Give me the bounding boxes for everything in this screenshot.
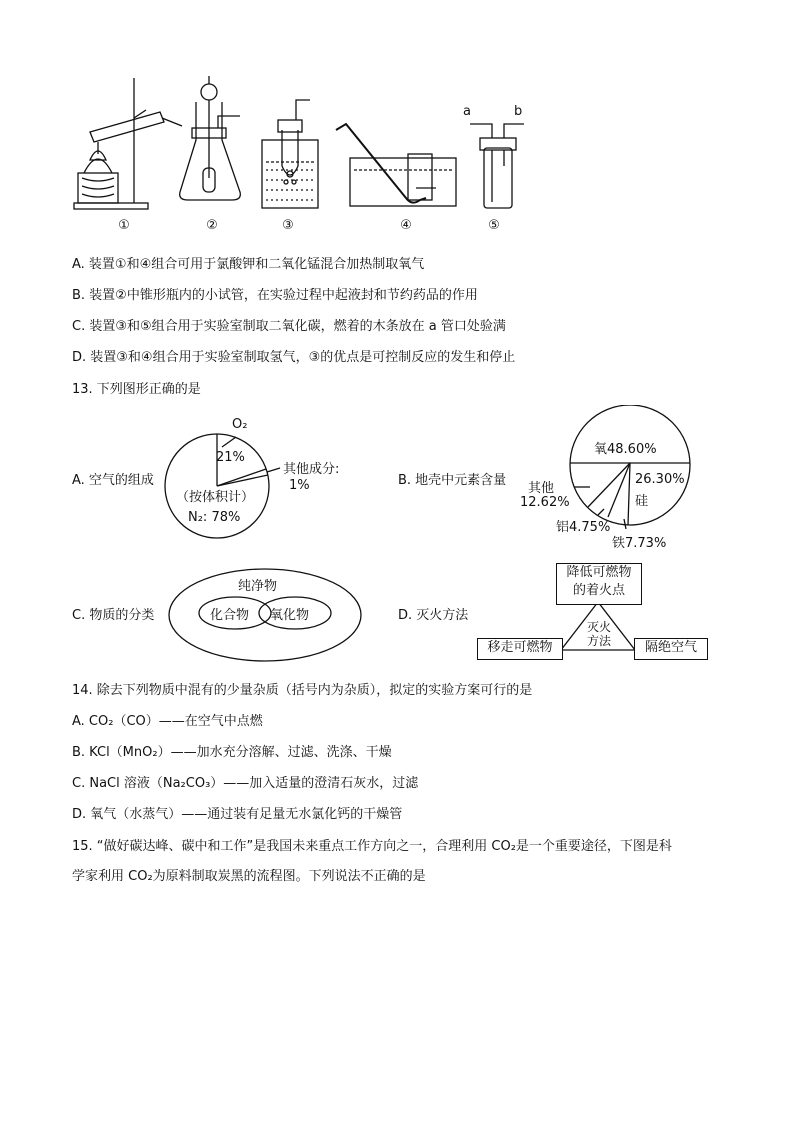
q14-option-d: D. 氧气（水蒸气）——通过装有足量无水氯化钙的干燥管 — [72, 807, 403, 822]
venn-oxide: 氧化物 — [270, 608, 310, 623]
q12-option-d: D. 装置③和④组合用于实验室制取氢气，③的优点是可控制反应的发生和停止 — [72, 350, 516, 365]
q13-option-d-label: D. 灭火方法 — [398, 608, 469, 623]
crust-other: 其他 — [528, 481, 555, 496]
q12-option-c: C. 装置③和⑤组合用于实验室制取二氧化碳，燃着的木条放在 a 管口处验满 — [72, 319, 506, 334]
q15-line2: 学家利用 CO₂为原料制取炭黑的流程图。下列说法不正确的是 — [72, 869, 426, 884]
crust-iron: 铁7.73% — [612, 536, 667, 551]
apparatus-label-4: ④ — [400, 218, 412, 233]
crust-silicon-percent: 26.30% — [635, 472, 685, 487]
apparatus-label-5: ⑤ — [488, 218, 500, 233]
q14-stem: 14. 除去下列物质中混有的少量杂质（括号内为杂质），拟定的实验方案可行的是 — [72, 683, 533, 698]
tube-label-a: a — [463, 104, 471, 119]
crust-oxygen: 氧48.60% — [594, 442, 657, 457]
air-other-label: 其他成分: — [283, 462, 340, 477]
q14-option-c: C. NaCl 溶液（Na₂CO₃）——加入适量的澄清石灰水，过滤 — [72, 776, 419, 791]
apparatus-label-1: ① — [118, 218, 130, 233]
crust-aluminum: 铝4.75% — [556, 520, 611, 535]
crust-silicon: 硅 — [635, 494, 649, 509]
q13-option-a-label: A. 空气的组成 — [72, 473, 154, 488]
apparatus-label-3: ③ — [282, 218, 294, 233]
fire-box-top — [556, 563, 642, 605]
fire-center-line2: 方法 — [586, 634, 611, 648]
fire-center-label — [578, 620, 620, 648]
fire-box-left: 移走可燃物 — [477, 638, 563, 660]
apparatus-label-2: ② — [206, 218, 218, 233]
air-by-volume: （按体积计） — [176, 490, 255, 505]
air-o2-label: O₂ — [232, 417, 248, 432]
q14-option-b: B. KCl（MnO₂）——加水充分溶解、过滤、洗涤、干燥 — [72, 745, 392, 760]
fire-box-top-line1: 降低可燃物 — [566, 565, 632, 580]
q12-option-a: A. 装置①和④组合可用于氯酸钾和二氧化锰混合加热制取氧气 — [72, 257, 425, 272]
air-other-percent: 1% — [289, 478, 310, 493]
apparatus-drawing — [60, 70, 660, 215]
q13-option-c-label: C. 物质的分类 — [72, 608, 155, 623]
air-o2-percent: 21% — [216, 450, 245, 465]
apparatus-figure — [60, 70, 660, 240]
q14-option-a: A. CO₂（CO）——在空气中点燃 — [72, 714, 263, 729]
venn-pure-substance: 纯净物 — [238, 579, 278, 594]
q13-stem: 13. 下列图形正确的是 — [72, 382, 201, 397]
fire-box-right: 隔绝空气 — [634, 638, 708, 660]
tube-label-b: b — [514, 104, 523, 119]
crust-other-percent: 12.62% — [520, 495, 570, 510]
venn-compound: 化合物 — [210, 608, 250, 623]
q12-option-b: B. 装置②中锥形瓶内的小试管，在实验过程中起液封和节约药品的作用 — [72, 288, 478, 303]
fire-box-top-line2: 的着火点 — [572, 583, 625, 598]
q13-option-b-label: B. 地壳中元素含量 — [398, 473, 507, 488]
air-n2-label: N₂: 78% — [188, 510, 241, 525]
fire-center-line1: 灭火 — [586, 620, 611, 634]
q15-line1: 15. “做好碳达峰、碳中和工作”是我国未来重点工作方向之一，合理利用 CO₂是一个重要途径，下图是科 — [72, 839, 672, 854]
